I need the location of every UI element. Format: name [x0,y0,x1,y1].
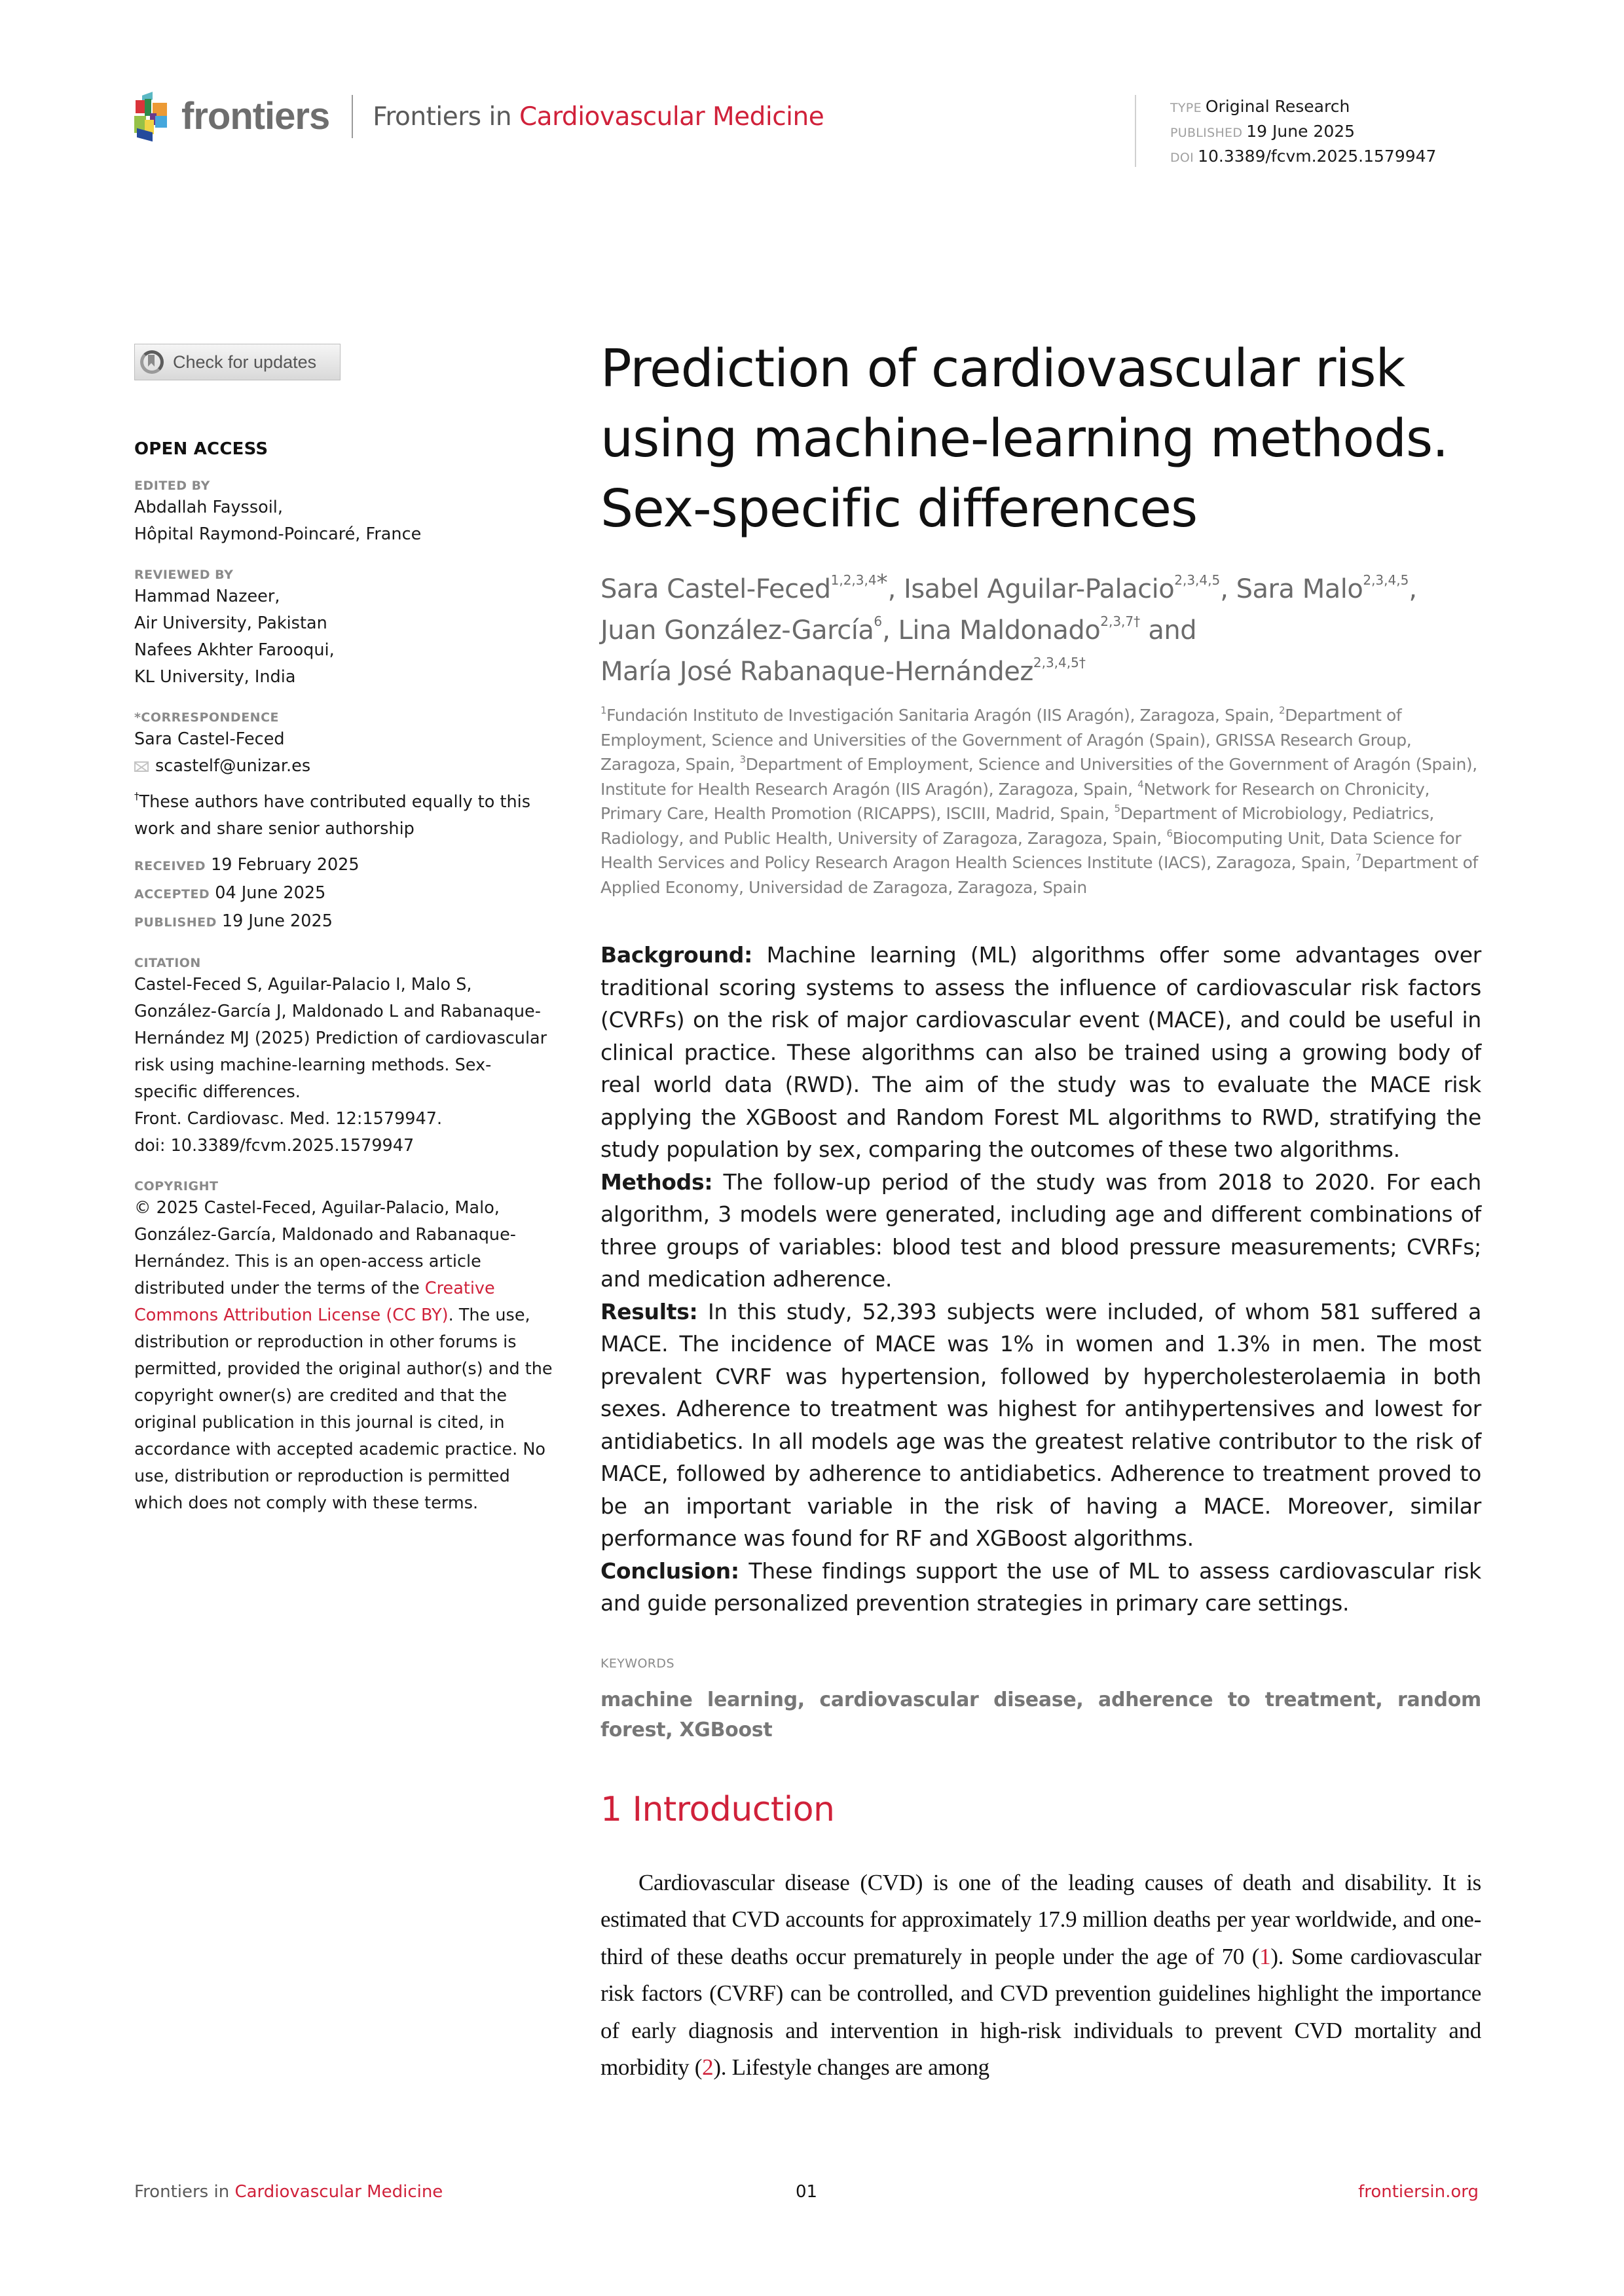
meta-doi [1170,145,1436,170]
meta-doi-value[interactable]: 10.3389/fcvm.2025.1579947 [1198,147,1437,166]
published-label: PUBLISHED [134,915,217,930]
author-name: Juan González-García [600,615,874,646]
author[interactable] [600,570,888,604]
editor-affiliation: Hôpital Raymond-Poincaré, France [134,524,422,544]
footer-site-link[interactable]: frontiersin.org [1358,2182,1479,2202]
author-name: Isabel Aguilar-Palacio [904,574,1175,604]
abstract-conclusion-text: These findings support the use of ML to assess cardiovascular risk and guide personalized prevention strategies in primary care settings. [600,1558,1481,1616]
affiliation-number: 6 [1166,827,1173,839]
abstract-results-text: In this study, 52,393 subjects were included, of whom 581 suffered a MACE. The incidence of MACE was 1% in women and 1.3% in men. The most prevalent CVRF was hypertension, followed by hypercholesterolaemia in both sexes. Adherence to treatment was highest for antihypertensives and lowest for antidiabetics. In all models age was the greatest relative contributor to the risk of MACE, followed by adherence to antidiabetics. Adherence to treatment proved to be an important variable in the risk of having a MACE. Moreover, similar performance was found for RF and XGBoost algorithms. [600,1298,1481,1551]
author-separator: , [887,574,904,604]
abstract-results-label: Results: [600,1298,698,1324]
meta-published-value: 19 June 2025 [1246,122,1356,141]
author[interactable] [904,574,1220,604]
intro-text: ). Lifestyle changes are among [713,2054,989,2080]
affiliation-text: Biocomputing Unit, Data Science for Health Services and Policy Research Aragon Health Sciences Institute (IACS), Zaragoza, Spain, [600,828,1462,872]
reviewer-affiliation: KL University, India [134,667,296,687]
affiliation-number: 5 [1114,803,1120,814]
frontiers-wordmark: frontiers [181,95,330,137]
cc-by-license-link[interactable]: Creative Commons Attribution License (CC BY) [134,1279,495,1325]
author-name: María José Rabanaque-Hernández [600,657,1033,687]
abstract-methods-text: The follow-up period of the study was from 2018 to 2020. For each algorithm, 3 models were generated, including age and different combinations of three groups of variables: blood test and blood pressure measurements; CVRFs; and medication adherence. [600,1169,1481,1292]
abstract-methods [600,1166,1481,1296]
affiliation-text: Department of Microbiology, Pediatrics, Radiology, and Public Health, University of Zaragoza, Zaragoza, Spain, [600,804,1434,848]
affiliation-number: 3 [739,754,746,765]
meta-type [1170,95,1436,120]
meta-published-label: PUBLISHED [1170,126,1243,140]
abstract-results [600,1296,1481,1555]
article-main [600,334,1481,2086]
meta-type-label: TYPE [1170,101,1202,115]
page-number: 01 [795,2182,818,2202]
received-row [134,852,553,880]
bookmark-update-icon [140,350,164,374]
journal-prefix: Frontiers in [373,101,519,132]
meta-type-value: Original Research [1205,97,1350,116]
author-separator: , [882,615,898,646]
equal-contribution-note [134,789,553,843]
author-affiliation-sup: 2,3,4,5† [1033,655,1086,670]
author[interactable] [898,615,1141,646]
affiliation-number: 7 [1355,852,1361,864]
keywords: machine learning, cardiovascular disease, adherence to treatment, random forest, XGBoost [600,1688,1481,1741]
affiliation-text: Department of Applied Economy, Universidad de Zaragoza, Zaragoza, Spain [600,853,1478,897]
frontiers-logo-icon [134,94,174,139]
citation-label: CITATION [134,956,201,970]
reviewer-affiliation: Air University, Pakistan [134,613,327,633]
author-affiliation-sup: 2,3,4,5 [1174,572,1221,588]
correspondence-email[interactable]: scastelf@unizar.es [155,756,311,776]
editor-name: Abdallah Fayssoil, [134,498,283,517]
author-separator: , [1220,574,1236,604]
abstract [600,939,1481,1620]
author-separator: , [1409,574,1417,604]
author-separator: and [1140,615,1197,646]
author-affiliation-sup: 2,3,4,5 [1363,572,1409,588]
author-list [600,569,1481,693]
author[interactable] [1236,574,1409,604]
dagger-mark: † [134,790,139,802]
section-heading-introduction: 1 Introduction [600,1789,835,1829]
reviewer-name: Nafees Akhter Farooqui, [134,640,335,660]
footer-journal[interactable] [134,2182,443,2202]
journal-header [134,90,824,143]
received-label: RECEIVED [134,859,206,873]
edited-by-label: EDITED BY [134,479,210,493]
reference-link[interactable]: 2 [702,2054,714,2080]
accepted-label: ACCEPTED [134,887,210,902]
author-name: Lina Maldonado [898,615,1101,646]
author[interactable] [600,657,1086,687]
accepted-date: 04 June 2025 [215,883,326,903]
author-affiliation-sup: 1,2,3,4 [830,572,877,588]
accepted-row [134,880,553,908]
author-affiliation-sup: 2,3,7† [1100,613,1141,629]
page-footer [134,2182,1479,2202]
affiliation-number: 2 [1279,704,1285,716]
citation-journal: Front. Cardiovasc. Med. 12:1579947. [134,1109,443,1129]
received-date: 19 February 2025 [211,855,360,875]
published-row [134,908,553,936]
copyright-text [134,1195,553,1517]
author-name: Sara Castel-Feced [600,574,831,604]
affiliation-text: Department of Employment, Science and Universities of the Government of Aragón (Spain), Institute for Health Research Aragón (IIS Aragón), Zaragoza, Spain, [600,755,1477,799]
reviewer-name: Hammad Nazeer, [134,587,280,606]
copyright-post: . The use, distribution or reproduction in other forums is permitted, provided the original author(s) and the copyright owner(s) are credited and that the original publication in this journal is cited, in accordance with accepted academic practice. No use, distribution or reproduction is permitted which does not comply with these terms. [134,1305,553,1513]
copyright-pre: © 2025 Castel-Feced, Aguilar-Palacio, Malo, González-García, Maldonado and Rabanaque-Hernández. This is an open-access article distributed under the terms of the [134,1198,516,1298]
header-divider [352,95,353,138]
author[interactable] [600,615,882,646]
published-date: 19 June 2025 [221,911,333,931]
reviewed-by-label: REVIEWED BY [134,568,234,582]
meta-doi-label: DOI [1170,151,1194,165]
article-title: Prediction of cardiovascular risk using machine-learning methods. Sex-specific differences [600,338,1449,539]
reference-link[interactable]: 1 [1259,1943,1271,1969]
journal-title[interactable] [373,102,824,132]
affiliation-number: 1 [600,704,607,716]
abstract-methods-label: Methods: [600,1169,713,1195]
author-affiliation-sup: 6 [874,613,883,629]
article-meta [1135,95,1436,167]
intro-text: ). Some cardiovascular risk factors (CVRF) can be controlled, and CVD prevention guidelines highlight the importance of early diagnosis and intervention in high-risk individuals to prevent CVD mortality and morbidity ( [600,1943,1481,2080]
affiliation-number: 4 [1137,778,1144,790]
abstract-background [600,939,1481,1166]
check-for-updates-button[interactable] [134,344,341,380]
abstract-conclusion [600,1555,1481,1620]
introduction-paragraph [600,1865,1481,2086]
citation-text: Castel-Feced S, Aguilar-Palacio I, Malo S, González-García J, Maldonado L and Rabanaque-Hernández MJ (2025) Prediction of cardiovascular risk using machine-learning methods. Sex-specific differences. [134,975,547,1102]
sidebar [134,344,553,1517]
abstract-background-text: Machine learning (ML) algorithms offer some advantages over traditional scoring systems to assess the influence of cardiovascular risk factors (CVRFs) on the risk of major cardiovascular event (MACE), and could be useful in clinical practice. These algorithms can also be trained using a growing body of real world data (RWD). The aim of the study was to evaluate the MACE risk applying the XGBoost and Random Forest ML algorithms to RWD, stratifying the study population by sex, comparing the outcomes of these two algorithms. [600,942,1481,1162]
envelope-icon [134,761,149,772]
equal-contribution-text: These authors have contributed equally to this work and share senior authorship [134,792,531,839]
citation-doi[interactable]: doi: 10.3389/fcvm.2025.1579947 [134,1136,415,1156]
intro-text: Cardiovascular disease (CVD) is one of the leading causes of death and disability. It is estimated that CVD accounts for approximately 17.9 million deaths per year worldwide, and one-third of these deaths occur prematurely in people under the age of 70 ( [600,1869,1481,1969]
abstract-background-label: Background: [600,942,753,968]
corresponding-mark: * [876,570,888,596]
correspondence-email-row[interactable] [134,753,553,780]
correspondence-label: *CORRESPONDENCE [134,710,280,725]
meta-published [1170,120,1436,145]
open-access-label: OPEN ACCESS [134,439,268,459]
abstract-conclusion-label: Conclusion: [600,1558,739,1584]
correspondence-name: Sara Castel-Feced [134,729,285,749]
keywords-label: KEYWORDS [600,1656,674,1671]
check-for-updates-label: Check for updates [173,352,317,372]
author-name: Sara Malo [1236,574,1363,604]
footer-journal-name: Cardiovascular Medicine [234,2182,443,2202]
footer-journal-prefix: Frontiers in [134,2182,235,2202]
copyright-label: COPYRIGHT [134,1179,219,1194]
affiliation-list [600,703,1481,900]
affiliation-text: Fundación Instituto de Investigación Sanitaria Aragón (IIS Aragón), Zaragoza, Spain, [606,706,1280,725]
affiliation-text: Network for Research on Chronicity, Primary Care, Health Promotion (RICAPPS), ISCIII, Madrid, Spain, [600,779,1430,823]
affiliation-text: Department of Employment, Science and Universities of the Government of Aragón (Spain), GRISSA Research Group, Zaragoza, Spain, [600,706,1412,774]
journal-name-accent: Cardiovascular Medicine [519,101,824,132]
